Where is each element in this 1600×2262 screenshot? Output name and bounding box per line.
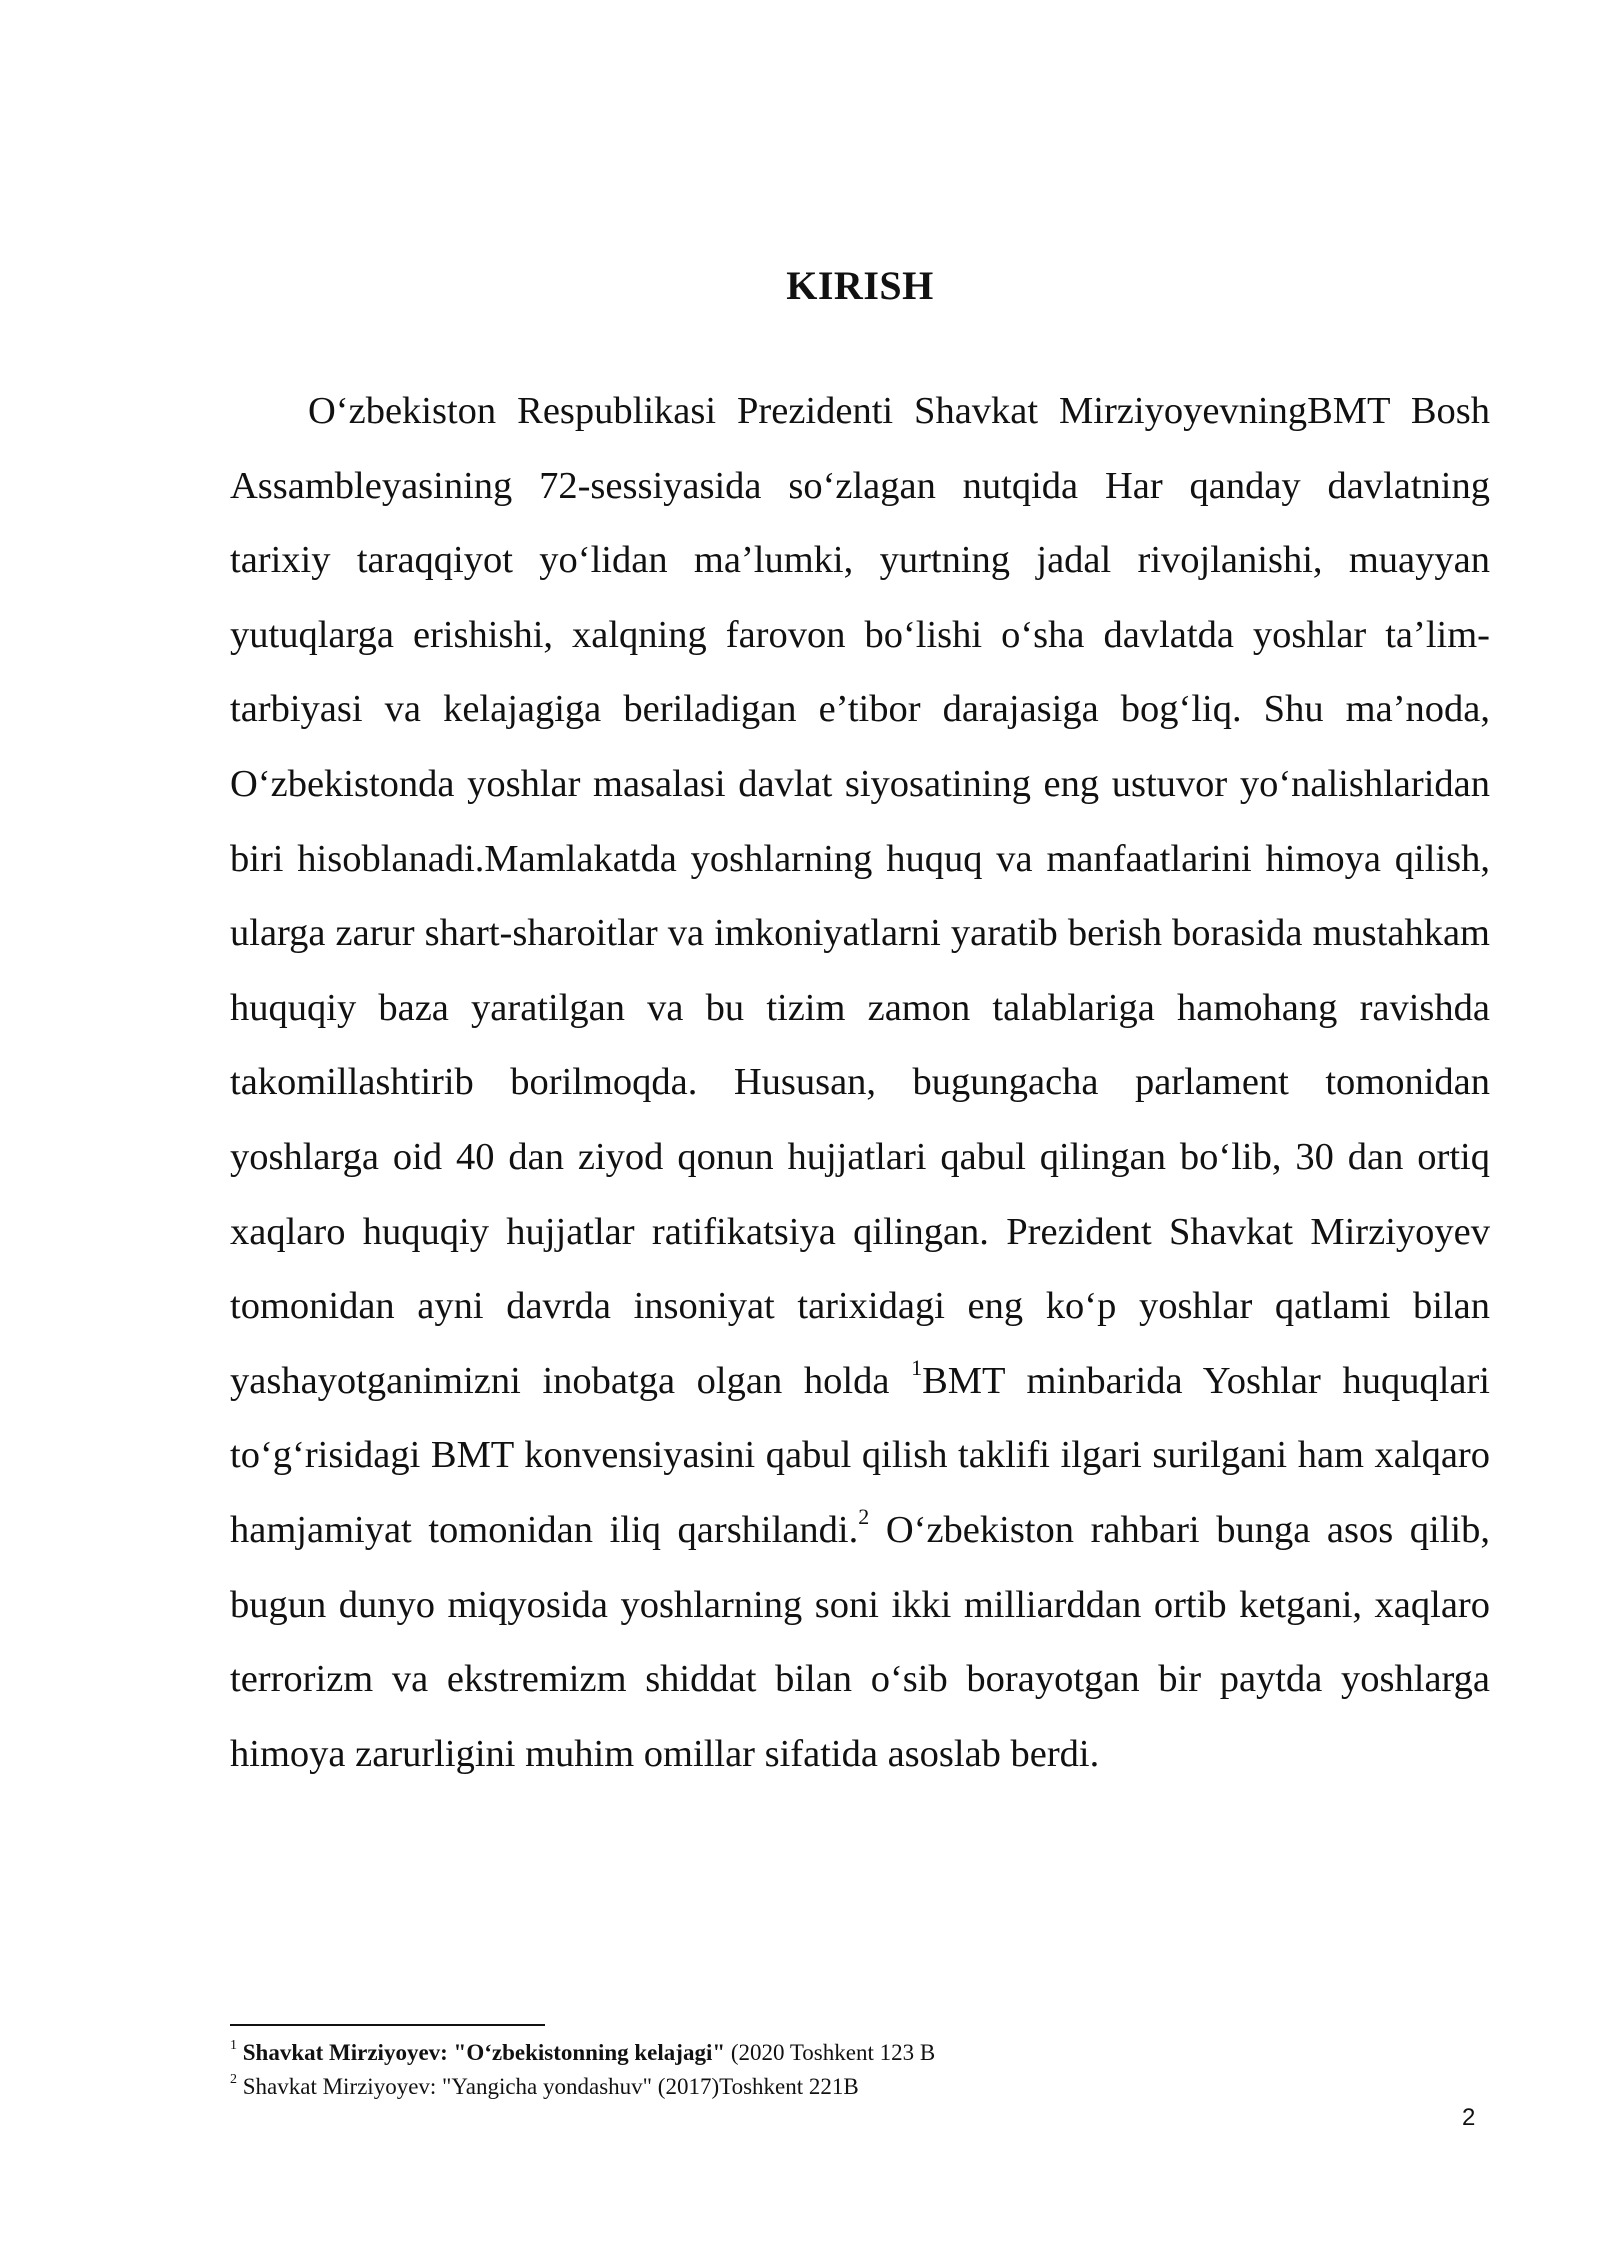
body-text-part-3: O‘zbekiston rahbari bunga asos qilib, bugun dunyo miqyosida yoshlarning soni ikki milliarddan ortib ketgani, xaqlaro terrorizm va ekstremizm shiddat bilan o‘sib borayotgan bir paytda yoshlarga himoya zarurligini muhim omillar sifatida asoslab berdi. [230,1508,1490,1775]
footnote-ref-1[interactable]: 1 [911,1354,923,1380]
footnote-bold-text: Shavkat Mirziyoyev: "O‘zbekistonning kelajagi" [242,2040,726,2065]
footnote-separator [230,2024,545,2026]
footnote-ref-2[interactable]: 2 [858,1504,870,1530]
footnote-text: (2020 Toshkent 123 B [725,2040,936,2065]
footnote-number: 2 [230,2072,237,2088]
footnote-1 [230,2036,1490,2070]
footnote-number: 1 [230,2038,237,2054]
page-number: 2 [1462,2104,1476,2131]
body-text-part-2: BMT minbarida Yoshlar huquqlari to‘g‘risidagi BMT konvensiyasini qabul qilish taklifi ilgari surilgani ham xalqaro hamjamiyat tomonidan iliq qarshilandi. [230,1359,1490,1551]
footnotes [230,2036,1490,2104]
body-text-part-1: O‘zbekiston Respublikasi Prezidenti Shavkat MirziyoyevningBMT Bosh Assambleyasining 72-sessiyasida so‘zlagan nutqida Har qanday davlatning tarixiy taraqqiyot yo‘lidan ma’lumki, yurtning jadal rivojlanishi, muayyan yutuqlarga erishishi, xalqning farovon bo‘lishi o‘sha davlatda yoshlar ta’lim-tarbiyasi va kelajagiga beriladigan e’tibor darajasiga bog‘liq. Shu ma’noda, O‘zbekistonda yoshlar masalasi davlat siyosatining eng ustuvor yo‘nalishlaridan biri hisoblanadi.Mamlakatda yoshlarning huquq va manfaatlarini himoya qilish, ularga zarur shart-sharoitlar va imkoniyatlarni yaratib berish borasida mustahkam huquqiy baza yaratilgan va bu tizim zamon talablariga hamohang ravishda takomillashtirib borilmoqda. Hususan, bugungacha parlament tomonidan yoshlarga oid 40 dan ziyod qonun hujjatlari qabul qilingan bo‘lib, 30 dan ortiq xaqlaro huquqiy hujjatlar ratifikatsiya qilingan. Prezident Shavkat Mirziyoyev tomonidan ayni davrda insoniyat tarixidagi eng ko‘p yoshlar qatlami bilan yashayotganimizni inobatga olgan holda [230,390,1490,1402]
section-title: KIRISH [786,263,934,308]
footnote-text: Shavkat Mirziyoyev: "Yangicha yondashuv" (2017)Toshkent 221B [242,2074,859,2099]
body-paragraph [230,374,1490,1791]
footnote-2 [230,2070,1490,2104]
